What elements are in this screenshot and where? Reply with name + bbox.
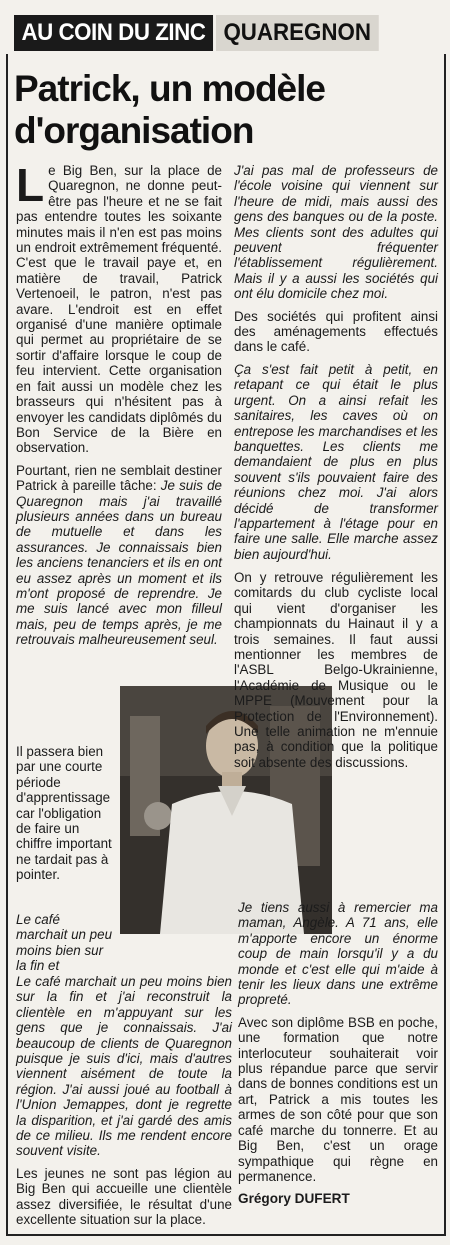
- paragraph-text: Avec son diplôme BSB en poche, une formation que notre interlocuteur souhaiterait voir plus répandue parce que servir dans de bonnes conditions est un art, Patrick a mis toutes les armes de son côté pour que son café marche du tonnerre. Et au Big Ben, c'est un orage sympathique qui règne en permanence.: [238, 1014, 438, 1184]
- column-right: [234, 163, 438, 569]
- column-right-mid: [234, 570, 438, 777]
- column-left-narrow-lower: [16, 912, 114, 974]
- paragraph-text: Pourtant, rien ne semblait destiner Patrick à pareille tâche:: [16, 462, 222, 494]
- rubric-label: AU COIN DU ZINC: [14, 15, 213, 51]
- paragraph: [16, 463, 222, 648]
- quote-text: Le café marchait un peu moins bien sur la fin et: [16, 912, 113, 974]
- paragraph-text: Les jeunes ne sont pas légion au Big Ben qui accueille une clientèle assez diversifiée, le résultat d'une excellente situation sur la place.: [16, 1165, 232, 1228]
- paragraph-text: e Big Ben, sur la place de Quaregnon, ne donne peut-être pas l'heure et ne se fait pas entendre toutes les soixante minutes mais il n'en est pas moins un endroit extrêmement fréquenté. C'est que le travail paye et, en matière de travail, Patrick Vertenoeil, le patron, n'est pas avare. L'endroit est en effet organisé d'une manière optimale qui permet au propriétaire de se sortir d'affaire lorsque le coup de feu intervient. Cette organisation en fait aussi un modèle chez les brasseurs qui n'hésitent pas à envoyer les candidats diplômés du Bon Service de la Bière en observation.: [16, 163, 222, 456]
- quote-text: Je suis de Quaregnon mais j'ai travaillé plusieurs années dans un bureau de mutuelle et dans les assurances. Je connaissais bien les anciens tenanciers et ils en ont eu assez après un moment et ils m'ont proposé de reprendre. Je me suis lancé avec mon filleul mais, peu de temps après, je me retrouvais malheureusement seul.: [16, 478, 223, 648]
- paragraph-text: On y retrouve régulièrement les comitards du club cycliste local qui vient d'organiser les championnats du Hainaut il y a trois semaines. Il faut aussi mentionner les membres de l'ASBL Belgo-Ukrainienne, l'Académie de Musique ou le MPPE (Mouvement pour la Protection de l'Environnement). Une telle animation ne m'ennuie pas, à condition que la politique soit absente des discussions.: [234, 570, 438, 770]
- quote-text: Ça s'est fait petit à petit, en retapant ce qui était le plus urgent. On a ainsi refait les sanitaires, les caves où on entrepose les marchandises et les banquettes. Les clients me demandaient de plus en plus souvent s'ils pouvaient faire des réunions chez moi. J'ai alors décidé de transformer l'appartement à l'étage pour en faire une salle. Elle marche assez bien aujourd'hui.: [234, 361, 438, 562]
- headline: Patrick, un modèle d'organisation: [14, 68, 325, 151]
- paragraph-text: Il passera bien par une courte période d'apprentissage car l'obligation de faire un chiffre important ne tardait pas à pointer.: [16, 744, 112, 883]
- drop-cap: L: [16, 159, 45, 211]
- paragraph: [16, 159, 222, 456]
- column-left: [16, 159, 223, 655]
- column-right-lower: [238, 900, 438, 1214]
- column-left-narrow: [16, 744, 114, 883]
- quote-text: Le café marchait un peu moins bien sur la fin et j'ai reconstruit la clientèle en m'appuyant sur les gens que je connaissais. J'ai beaucoup de clients de Quaregnon puisque je suis d'ici, mais d'autres viennent aisément de toute la région. J'ai aussi joué au football à l'Union Jemappes, dont je regrette la disparition, et j'ai gardé des amis de ce milieu. Ils me rendent encore souvent visite.: [16, 974, 232, 1159]
- quote-text: J'ai pas mal de professeurs de l'école voisine qui viennent sur l'heure de midi, mais aussi des gens des banques ou de la poste. Mes clients sont des adultes qui peuvent fréquenter l'établissement régulièrement. Mais il y a aussi les sociétés qui ont élu domicile chez moi.: [234, 163, 438, 302]
- column-left-lower: [16, 974, 232, 1235]
- paragraph-text: Des sociétés qui profitent ainsi des aménagements effectués dans le café.: [234, 308, 438, 355]
- section-rubric: [14, 14, 391, 52]
- quote-text: Je tiens aussi à remercier ma maman, Angèle. A 71 ans, elle m'apporte encore un énorme coup de main lorsqu'il y a du monde et c'est elle qui m'aide à tenir les lieux dans une extrême propreté.: [238, 900, 438, 1008]
- author-signature: Grégory DUFERT: [238, 1191, 350, 1207]
- rubric-location: QUAREGNON: [216, 15, 378, 51]
